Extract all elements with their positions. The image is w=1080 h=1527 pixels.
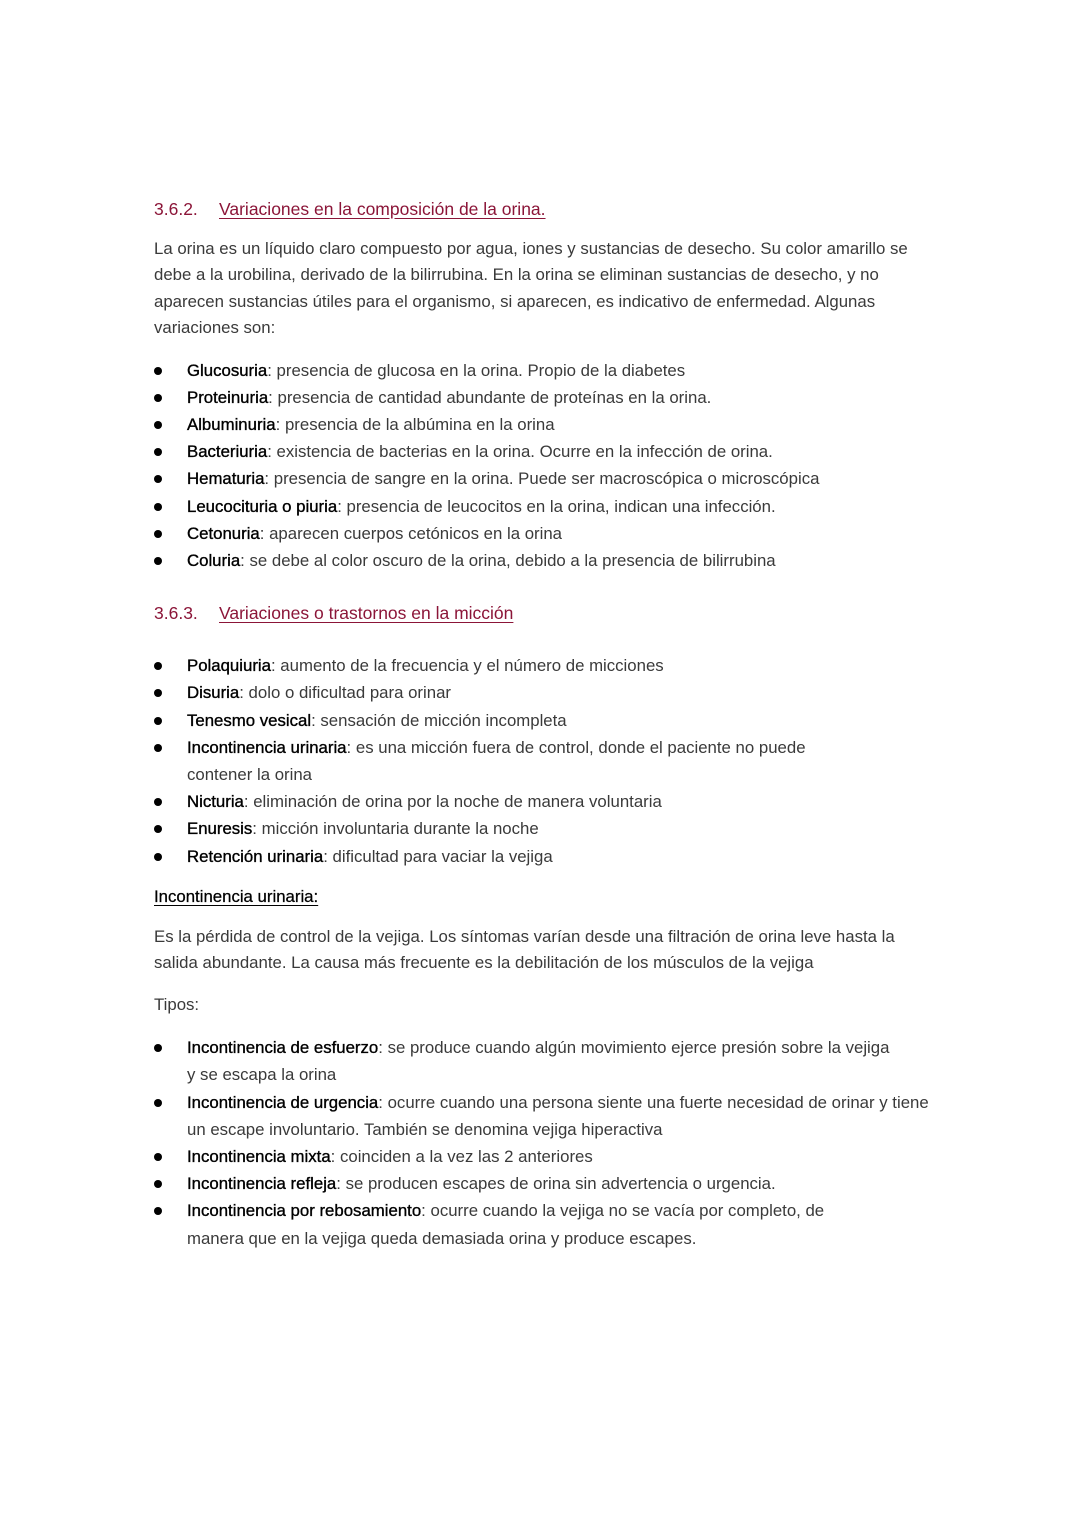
section-number: 3.6.3. xyxy=(154,603,198,624)
definition: : dolo o dificultad para orinar xyxy=(239,683,451,703)
definition: : presencia de sangre en la orina. Puede ser macroscópica o microscópica xyxy=(264,469,820,489)
term: Hematuria xyxy=(187,469,265,489)
urine-variations-list xyxy=(154,357,934,575)
definition: : eliminación de orina por la noche de manera voluntaria xyxy=(243,792,662,812)
definition: : presencia de la albúmina en la orina xyxy=(275,415,555,435)
list-item xyxy=(154,843,934,870)
bullet-icon xyxy=(154,557,162,565)
term: Coluria xyxy=(187,551,241,571)
list-item xyxy=(154,815,934,842)
list-item xyxy=(154,1143,934,1170)
bullet-icon xyxy=(154,421,162,429)
term: Incontinencia mixta xyxy=(187,1146,331,1166)
term: Albuminuria xyxy=(187,415,276,435)
list-item xyxy=(154,547,934,574)
list-item xyxy=(154,788,934,815)
term: Enuresis xyxy=(187,819,253,839)
definition: : coinciden a la vez las 2 anteriores xyxy=(330,1146,593,1166)
incontinence-paragraph: Es la pérdida de control de la vejiga. Los síntomas varían desde una filtración de orina leve hasta la salida abundante. La causa más frecuente es la debilitación de los músculos de la vejiga xyxy=(154,926,895,973)
term: Incontinencia refleja xyxy=(187,1174,337,1194)
bullet-icon xyxy=(154,689,162,697)
definition: : ocurre cuando la vejiga no se vacía por completo, de manera que en la vejiga queda demasiada orina y produce escapes. xyxy=(187,1201,825,1248)
section-title: Variaciones o trastornos en la micción xyxy=(219,603,514,624)
bullet-icon xyxy=(154,825,162,833)
list-item xyxy=(154,438,934,465)
bullet-icon xyxy=(154,530,162,538)
bullet-icon xyxy=(154,717,162,725)
bullet-icon xyxy=(154,394,162,402)
definition: : es una micción fuera de control, donde el paciente no puede contener la orina xyxy=(187,737,806,785)
bullet-icon xyxy=(154,662,162,670)
section-title: Variaciones en la composición de la orina. xyxy=(219,199,546,219)
definition: : se debe al color oscuro de la orina, debido a la presencia de bilirrubina xyxy=(240,551,776,571)
section-number: 3.6.2. xyxy=(154,199,198,219)
intro-paragraph: La orina es un líquido claro compuesto por agua, iones y sustancias de desecho. Su color amarillo se debe a la urobilina, derivado de la bilirrubina. En la orina se eliminan sustancias de desecho, y no aparecen sustancias útiles para el organismo, si aparecen, es indicativo de enfermedad. Algunas variaciones son: xyxy=(154,239,908,338)
term: Retención urinaria xyxy=(187,846,324,866)
term: Tenesmo vesical xyxy=(187,710,312,730)
term: Bacteriuria xyxy=(187,442,268,462)
term: Incontinencia de esfuerzo xyxy=(187,1038,379,1058)
list-item xyxy=(154,1197,934,1251)
term: Disuria xyxy=(187,683,240,703)
bullet-icon xyxy=(154,1180,162,1188)
definition: : sensación de micción incompleta xyxy=(311,710,567,730)
term: Nicturia xyxy=(187,792,244,812)
micturition-disorders-list xyxy=(154,652,934,870)
list-item xyxy=(154,707,934,734)
bullet-icon xyxy=(154,448,162,456)
term: Glucosuria xyxy=(187,360,268,380)
list-item xyxy=(154,1089,934,1143)
list-item xyxy=(154,465,934,492)
bullet-icon xyxy=(154,367,162,375)
bullet-icon xyxy=(154,744,162,752)
term: Polaquiuria xyxy=(187,656,271,676)
bullet-icon xyxy=(154,853,162,861)
bullet-icon xyxy=(154,1207,162,1215)
term: Proteinuria xyxy=(187,387,269,407)
list-item xyxy=(154,1170,934,1197)
section-heading-363 xyxy=(154,600,934,626)
term: Cetonuria xyxy=(187,523,260,543)
section-heading-362 xyxy=(154,196,934,222)
definition: : se producen escapes de orina sin advertencia o urgencia. xyxy=(336,1174,776,1194)
definition: : presencia de leucocitos en la orina, indican una infección. xyxy=(337,496,776,516)
bullet-icon xyxy=(154,475,162,483)
list-item xyxy=(154,357,934,384)
definition: : aparecen cuerpos cetónicos en la orina xyxy=(259,523,563,543)
list-item xyxy=(154,520,934,547)
bullet-icon xyxy=(154,798,162,806)
definition: : existencia de bacterias en la orina. Ocurre en la infección de orina. xyxy=(267,442,773,462)
list-item xyxy=(154,734,934,788)
list-item xyxy=(154,411,934,438)
bullet-icon xyxy=(154,1099,162,1107)
definition: : presencia de cantidad abundante de proteínas en la orina. xyxy=(268,387,712,407)
definition: : dificultad para vaciar la vejiga xyxy=(323,846,553,866)
incontinence-heading: Incontinencia urinaria: xyxy=(154,886,319,906)
incontinence-types-list xyxy=(154,1034,934,1252)
types-label: Tipos: xyxy=(154,994,200,1014)
term: Incontinencia de urgencia xyxy=(187,1092,379,1112)
definition: : presencia de glucosa en la orina. Propio de la diabetes xyxy=(267,360,686,380)
term: Incontinencia urinaria xyxy=(187,737,347,757)
list-item xyxy=(154,384,934,411)
bullet-icon xyxy=(154,1153,162,1161)
bullet-icon xyxy=(154,1044,162,1052)
list-item xyxy=(154,679,934,706)
definition: : aumento de la frecuencia y el número de micciones xyxy=(270,656,664,676)
list-item xyxy=(154,493,934,520)
definition: : micción involuntaria durante la noche xyxy=(252,819,539,839)
list-item xyxy=(154,652,934,679)
bullet-icon xyxy=(154,503,162,511)
term: Leucocituria o piuria xyxy=(187,496,338,516)
page-content xyxy=(154,196,934,1252)
definition: : se produce cuando algún movimiento ejerce presión sobre la vejiga y se escapa la orina xyxy=(187,1038,890,1085)
list-item xyxy=(154,1034,934,1088)
definition: : ocurre cuando una persona siente una fuerte necesidad de orinar y tiene un escape involuntario. También se denomina vejiga hiperactiva xyxy=(187,1092,929,1139)
term: Incontinencia por rebosamiento xyxy=(187,1201,422,1221)
